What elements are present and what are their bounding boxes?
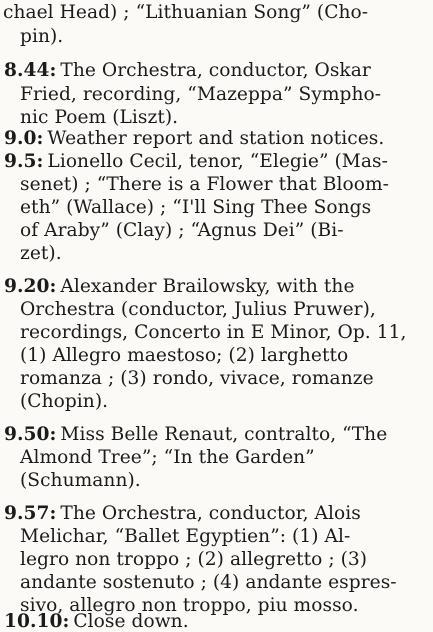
program-line: [20, 549, 433, 571]
program-entry: [4, 424, 433, 446]
program-line: [3, 2, 433, 24]
program-line-text: eth” (Wallace) ; “I'll Sing Thee Songs: [20, 197, 372, 218]
program-line: [20, 368, 433, 390]
program-entry: [4, 611, 433, 632]
program-time: 8.44:: [4, 60, 57, 81]
program-time: 9.5:: [4, 151, 44, 172]
program-entry-text: Alexander Brailowsky, with the: [60, 276, 355, 297]
program-line: [20, 243, 433, 265]
program-line: [20, 84, 433, 106]
program-line: [20, 26, 433, 48]
program-line-text: Almond Tree”; “In the Garden”: [20, 447, 315, 468]
program-entry-text: Lionello Cecil, tenor, “Elegie” (Mas-: [47, 151, 388, 172]
program-line: [20, 470, 433, 492]
program-line-text: recordings, Concerto in E Minor, Op. 11,: [20, 322, 407, 343]
program-line: [20, 299, 433, 321]
program-line: [20, 322, 433, 344]
program-line-text: chael Head) ; “Lithuanian Song” (Cho-: [3, 2, 369, 23]
program-line-text: romanza ; (3) rondo, vivace, romanze: [20, 368, 374, 389]
program-line: [20, 391, 433, 413]
program-line-text: andante sostenuto ; (4) andante espres-: [20, 572, 397, 593]
program-line: [20, 220, 433, 242]
program-line: [20, 447, 433, 469]
program-entry: [4, 60, 433, 82]
program-line: [20, 345, 433, 367]
program-time: 9.20:: [4, 276, 57, 297]
program-line: [20, 572, 433, 594]
program-line-text: of Araby” (Clay) ; “Agnus Dei” (Bi-: [20, 220, 344, 241]
program-entry-text: The Orchestra, conductor, Alois: [60, 503, 361, 524]
program-line-text: senet) ; “There is a Flower that Bloom-: [20, 174, 389, 195]
program-line-text: Melichar, “Ballet Egyptien”: (1) Al-: [20, 526, 351, 547]
program-line-text: nic Poem (Liszt).: [20, 107, 179, 128]
program-time: 9.50:: [4, 424, 57, 445]
program-line-text: zet).: [20, 243, 62, 264]
program-time: 9.0:: [4, 128, 44, 149]
program-line-text: (Schumann).: [20, 470, 141, 491]
program-line-text: pin).: [20, 26, 64, 47]
program-line-text: sivo, allegro non troppo, piu mosso.: [20, 595, 359, 616]
program-line: [20, 197, 433, 219]
program-entry-text: Close down.: [73, 611, 189, 632]
program-entry: [4, 128, 433, 150]
program-entry-text: The Orchestra, conductor, Oskar: [60, 60, 371, 81]
program-line: [20, 107, 433, 129]
program-line-text: (1) Allegro maestoso; (2) larghetto: [20, 345, 349, 366]
program-line-text: Fried, recording, “Mazeppa” Sympho-: [20, 84, 382, 105]
program-entry: [4, 503, 433, 525]
program-line: [20, 174, 433, 196]
program-line-text: (Chopin).: [20, 391, 109, 412]
program-time: 10.10:: [4, 611, 70, 632]
program-time: 9.57:: [4, 503, 57, 524]
program-entry-text: Miss Belle Renaut, contralto, “The: [60, 424, 388, 445]
program-entry: [4, 151, 433, 173]
program-entry: [4, 276, 433, 298]
program-line-text: legro non troppo ; (2) allegretto ; (3): [20, 549, 368, 570]
program-entry-text: Weather report and station notices.: [47, 128, 385, 149]
program-line-text: Orchestra (conductor, Julius Pruwer),: [20, 299, 376, 320]
program-line: [20, 526, 433, 548]
